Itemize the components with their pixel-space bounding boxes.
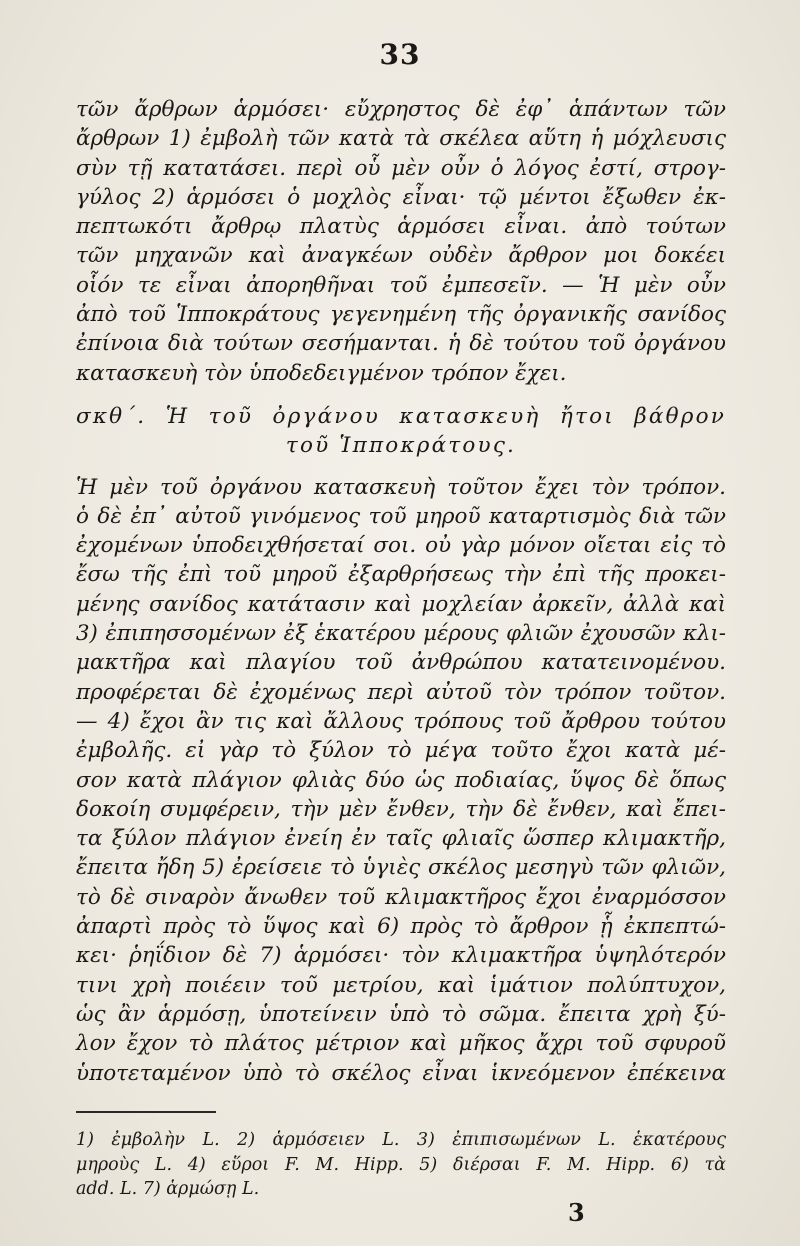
footnote-divider (76, 1111, 216, 1113)
text-line: τῶν ἄρθρων ἁρμόσει· εὔχρηστος δὲ ἐφ᾽ ἁπάντων τῶν (76, 97, 726, 122)
footnote-line: μηροὺς L. 4) εὕροι F. M. Hipp. 5) διέρσαι F. M. Hipp. 6) τὰ (76, 1154, 726, 1175)
text-line: ἀπαρτὶ πρὸς τὸ ὕψος καὶ 6) πρὸς τὸ ἄρθρον ᾗ ἐκπεπτώ- (76, 914, 726, 940)
text-line: ἐπίνοια διὰ τούτων σεσήμανται. ἡ δὲ τούτου τοῦ ὀργάνου (76, 331, 726, 357)
footnotes (76, 1128, 726, 1202)
text-line: ἔπειτα ἤδη 5) ἐρείσειε τὸ ὑγιὲς σκέλος μεσηγὺ τῶν φλιῶν, (76, 855, 726, 881)
spacer (76, 461, 726, 473)
text-line: ἄρθρων 1) ἐμβολὴ τῶν κατὰ τὰ σκέλεα αὕτη ἡ μόχλευσις (76, 126, 726, 152)
text-line: ὑποτεταμένον ὑπὸ τὸ σκέλος εἶναι ἱκνεόμενον ἐπέκεινα (76, 1060, 726, 1086)
text-line: ἀπὸ τοῦ Ἱπποκράτους γεγενημένη τῆς ὀργανικῆς σανίδος (76, 302, 726, 328)
text-line: μακτῆρα καὶ πλαγίου τοῦ ἀνθρώπου κατατεινομένου. (76, 650, 726, 676)
text-line: δοκοίη συμφέρειν, τὴν μὲν ἔνθεν, τὴν δὲ ἔνθεν, καὶ ἔπει- (76, 796, 726, 822)
text-line: τὸ δὲ σιναρὸν ἄνωθεν τοῦ κλιμακτῆρος ἔχοι ἐναρμόσσον (76, 884, 726, 910)
section-heading: σκθ΄. Ἡ τοῦ ὀργάνου κατασκευὴ ἤτοι βάθρον (76, 403, 726, 429)
text-line: ὡς ἂν ἁρμόσῃ, ὑποτείνειν ὑπὸ τὸ σῶμα. ἔπειτα χρὴ ξύ- (76, 1001, 726, 1027)
text-line: Ἡ μὲν τοῦ ὀργάνου κατασκευὴ τοῦτον ἔχει τὸν τρόπον. (76, 474, 726, 500)
text-line: πεπτωκότι ἄρθρῳ πλατὺς ἁρμόσει εἶναι. ἀπὸ τούτων (76, 214, 726, 240)
text-line: γύλος 2) ἁρμόσει ὁ μοχλὸς εἶναι· τῷ μέντοι ἔξωθεν ἐκ- (76, 184, 726, 210)
text-line: κατασκευὴ τὸν ὑποδεδειγμένον τρόπον ἔχει. (76, 360, 567, 386)
text-line: μένης σανίδος κατάτασιν καὶ μοχλείαν ἀρκεῖν, ἀλλὰ καὶ (76, 591, 726, 617)
text-line: 3) ἐπιπησσομένων ἐξ ἑκατέρου μέρους φλιῶν ἐχουσῶν κλι- (76, 621, 726, 647)
main-text (76, 95, 726, 1088)
spacer (76, 388, 726, 402)
text-line: — 4) ἔχοι ἂν τις καὶ ἄλλους τρόπους τοῦ ἄρθρου τούτου (76, 708, 726, 734)
text-line: τα ξύλον πλάγιον ἐνείη ἐν ταῖς φλιαῖς ὥσπερ κλιμακτῆρ, (76, 826, 726, 852)
text-line: λον ἔχον τὸ πλάτος μέτριον καὶ μῆκος ἄχρι τοῦ σφυροῦ (76, 1031, 726, 1057)
text-line: κει· ῥηΐδιον δὲ 7) ἁρμόσει· τὸν κλιμακτῆρα ὑψηλότερόν (76, 943, 726, 969)
text-line: προφέρεται δὲ ἐχομένως περὶ αὐτοῦ τὸν τρόπον τοῦτον. (76, 679, 726, 705)
text-line: ὁ δὲ ἐπ᾽ αὐτοῦ γινόμενος τοῦ μηροῦ καταρτισμὸς διὰ τῶν (76, 503, 726, 529)
page-number: 33 (379, 38, 421, 71)
footnote-line: add. L. 7) ἁρμώσῃ L. (76, 1179, 260, 1199)
section-heading-continued: τοῦ Ἱπποκράτους. (285, 433, 517, 459)
text-line: τῶν μηχανῶν καὶ ἀναγκέων οὐδὲν ἄρθρον μοι δοκέει (76, 243, 726, 269)
text-line: ἔσω τῆς ἐπὶ τοῦ μηροῦ ἐξαρθρήσεως τὴν ἐπὶ τῆς προκει- (76, 562, 726, 588)
text-line: ἐμβολῆς. εἰ γὰρ τὸ ξύλον τὸ μέγα τοῦτο ἔχοι κατὰ μέ- (76, 738, 726, 764)
signature-mark: 3 (568, 1198, 585, 1227)
text-line: σον κατὰ πλάγιον φλιὰς δύο ὡς ποδιαίας, ὕψος δὲ ὅπως (76, 767, 726, 793)
text-line: οἷόν τε εἶναι ἀπορηθῆναι τοῦ ἐμπεσεῖν. — Ἡ μὲν οὖν (76, 272, 726, 298)
text-line: σὺν τῇ κατατάσει. περὶ οὗ μὲν οὖν ὁ λόγος ἐστί, στρογ- (76, 155, 726, 181)
footnote-line: 1) ἐμβολὴν L. 2) ἁρμόσειεν L. 3) ἐπιπισωμένων L. ἑκατέρους (76, 1130, 726, 1150)
text-line: τινι χρὴ ποιέειν τοῦ μετρίου, καὶ ἱμάτιον πολύπτυχον, (76, 972, 726, 998)
text-line: ἐχομένων ὑποδειχθήσεταί σοι. οὐ γὰρ μόνον οἴεται εἰς τὸ (76, 533, 726, 559)
